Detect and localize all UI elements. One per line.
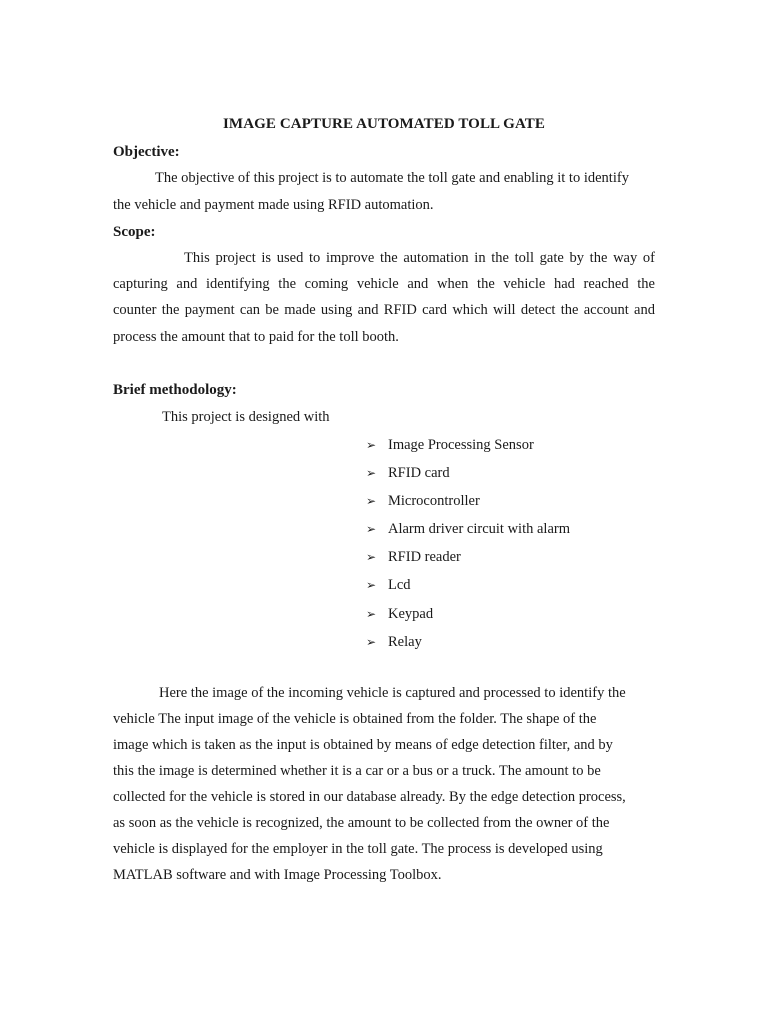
list-item [366,435,570,463]
description-line-6: as soon as the vehicle is recognized, the amount to be collected from the owner of the [113,815,610,831]
list-item-label: Relay [388,633,422,650]
list-item-label: Alarm driver circuit with alarm [388,521,570,538]
list-item [366,604,570,632]
list-item-label: Lcd [388,577,411,594]
description-line-7: vehicle is displayed for the employer in the toll gate. The process is developed using [113,841,603,857]
list-item-label: Keypad [388,605,434,622]
arrow-bullet-icon: ➢ [366,438,377,452]
list-item [366,463,570,491]
scope-line-3: counter the payment can be made using and RFID card which will detect the account and [113,302,655,318]
scope-heading: Scope: [113,224,156,240]
objective-line-2: the vehicle and payment made using RFID automation. [113,197,434,213]
list-item [366,575,570,603]
description-line-3: image which is taken as the input is obtained by means of edge detection filter, and by [113,737,613,753]
scope-line-1: This project is used to improve the automation in the toll gate by the way of [184,250,655,266]
scope-line-2: capturing and identifying the coming vehicle and when the vehicle had reached the [113,276,655,292]
list-item [366,519,570,547]
list-item [366,491,570,519]
arrow-bullet-icon: ➢ [366,634,377,649]
objective-line-1: The objective of this project is to automate the toll gate and enabling it to identify [155,170,629,186]
arrow-bullet-icon: ➢ [366,550,377,565]
list-item-label: Microcontroller [388,493,480,510]
scope-line-4: process the amount that to paid for the toll booth. [113,329,399,345]
arrow-bullet-icon: ➢ [366,522,377,537]
list-item [366,547,570,575]
description-line-8: MATLAB software and with Image Processing Toolbox. [113,867,442,883]
arrow-bullet-icon: ➢ [366,466,377,481]
arrow-bullet-icon: ➢ [366,606,377,621]
description-line-2: vehicle The input image of the vehicle is obtained from the folder. The shape of the [113,711,597,727]
description-line-4: this the image is determined whether it is a car or a bus or a truck. The amount to be [113,763,601,779]
arrow-bullet-icon: ➢ [366,494,377,509]
list-item-label: RFID card [388,465,450,482]
description-line-1: Here the image of the incoming vehicle is captured and processed to identify the [159,685,626,701]
methodology-intro: This project is designed with [162,409,330,425]
objective-heading: Objective: [113,144,180,160]
component-list [366,435,570,660]
document-title: IMAGE CAPTURE AUTOMATED TOLL GATE [223,116,545,132]
list-item-label: RFID reader [388,549,461,566]
list-item [366,632,570,660]
methodology-heading: Brief methodology: [113,382,237,398]
arrow-bullet-icon: ➢ [366,578,377,593]
description-line-5: collected for the vehicle is stored in our database already. By the edge detection process, [113,789,626,805]
list-item-label: Image Processing Sensor [388,437,534,453]
